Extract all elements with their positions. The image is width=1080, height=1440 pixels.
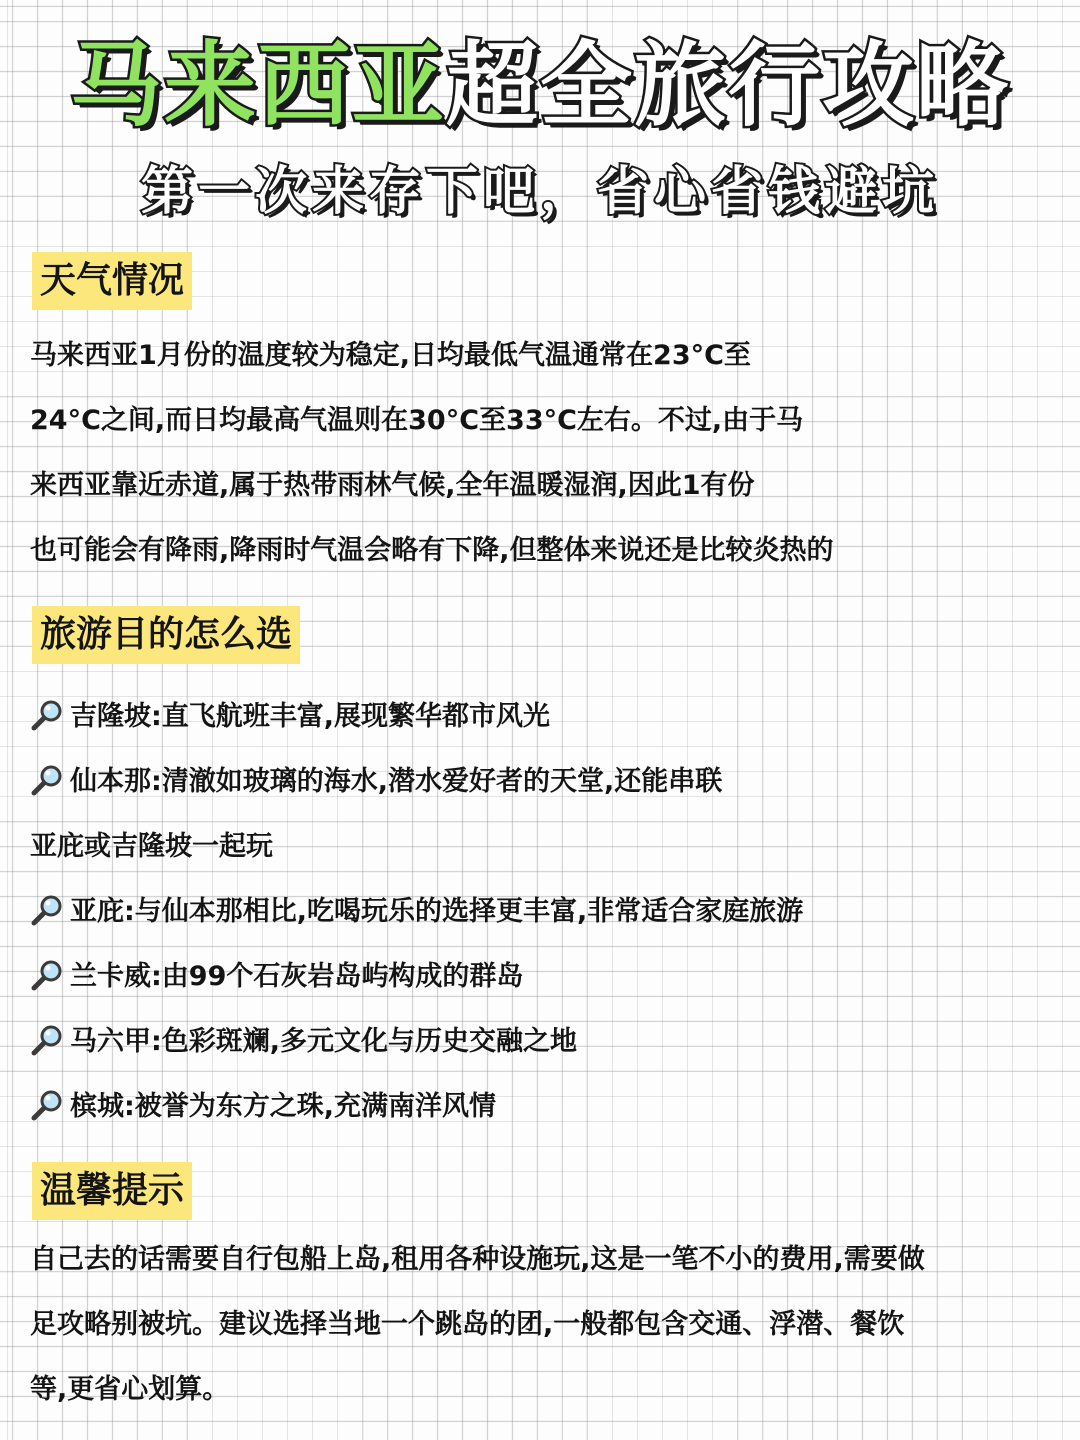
destination-text: 兰卡威:由99个石灰岩岛屿构成的群岛 xyxy=(70,961,524,992)
destination-text: 仙本那:清澈如玻璃的海水,潜水爱好者的天堂,还能串联 xyxy=(70,766,723,797)
magnifying-glass-icon xyxy=(30,763,64,797)
destination-item xyxy=(30,892,803,932)
weather-text-line: 24°C之间,而日均最高气温则在30°C至33°C左右。不过,由于马 xyxy=(30,405,804,436)
magnifying-glass-icon xyxy=(30,893,64,927)
destination-continuation: 亚庇或吉隆坡一起玩 xyxy=(30,831,273,862)
page-subtitle: 第一次来存下吧，省心省钱避坑 xyxy=(140,162,939,222)
destination-text: 吉隆坡:直飞航班丰富,展现繁华都市风光 xyxy=(70,701,551,732)
destination-item xyxy=(30,762,722,802)
magnifying-glass-icon xyxy=(30,698,64,732)
weather-text-line: 马来西亚1月份的温度较为稳定,日均最低气温通常在23°C至 xyxy=(30,340,751,371)
weather-text-line: 来西亚靠近赤道,属于热带雨林气候,全年温暖湿润,因此1有份 xyxy=(30,470,755,501)
destination-text: 亚庇:与仙本那相比,吃喝玩乐的选择更丰富,非常适合家庭旅游 xyxy=(70,896,804,927)
page-title xyxy=(0,22,1080,152)
tips-text-line: 自己去的话需要自行包船上岛,租用各种设施玩,这是一笔不小的费用,需要做 xyxy=(30,1244,925,1275)
magnifying-glass-icon xyxy=(30,1023,64,1057)
title-white-part: 超全旅行攻略 xyxy=(446,32,1011,139)
title-green-part: 马来西亚 xyxy=(69,32,446,139)
destination-item xyxy=(30,1022,577,1062)
tips-text-line: 等,更省心划算。 xyxy=(30,1374,230,1405)
section-heading-weather: 天气情况 xyxy=(32,252,192,310)
magnifying-glass-icon xyxy=(30,1088,64,1122)
destination-item xyxy=(30,1087,496,1127)
tips-text-line: 足攻略别被坑。建议选择当地一个跳岛的团,一般都包含交通、浮潜、餐饮 xyxy=(30,1309,905,1340)
section-heading-destinations: 旅游目的怎么选 xyxy=(32,606,300,664)
magnifying-glass-icon xyxy=(30,958,64,992)
destination-item xyxy=(30,697,550,737)
destination-text: 马六甲:色彩斑斓,多元文化与历史交融之地 xyxy=(70,1026,578,1057)
section-heading-tips: 温馨提示 xyxy=(32,1162,192,1220)
destination-text: 槟城:被誉为东方之珠,充满南洋风情 xyxy=(70,1091,497,1122)
weather-text-line: 也可能会有降雨,降雨时气温会略有下降,但整体来说还是比较炎热的 xyxy=(30,535,834,566)
destination-item xyxy=(30,957,523,997)
